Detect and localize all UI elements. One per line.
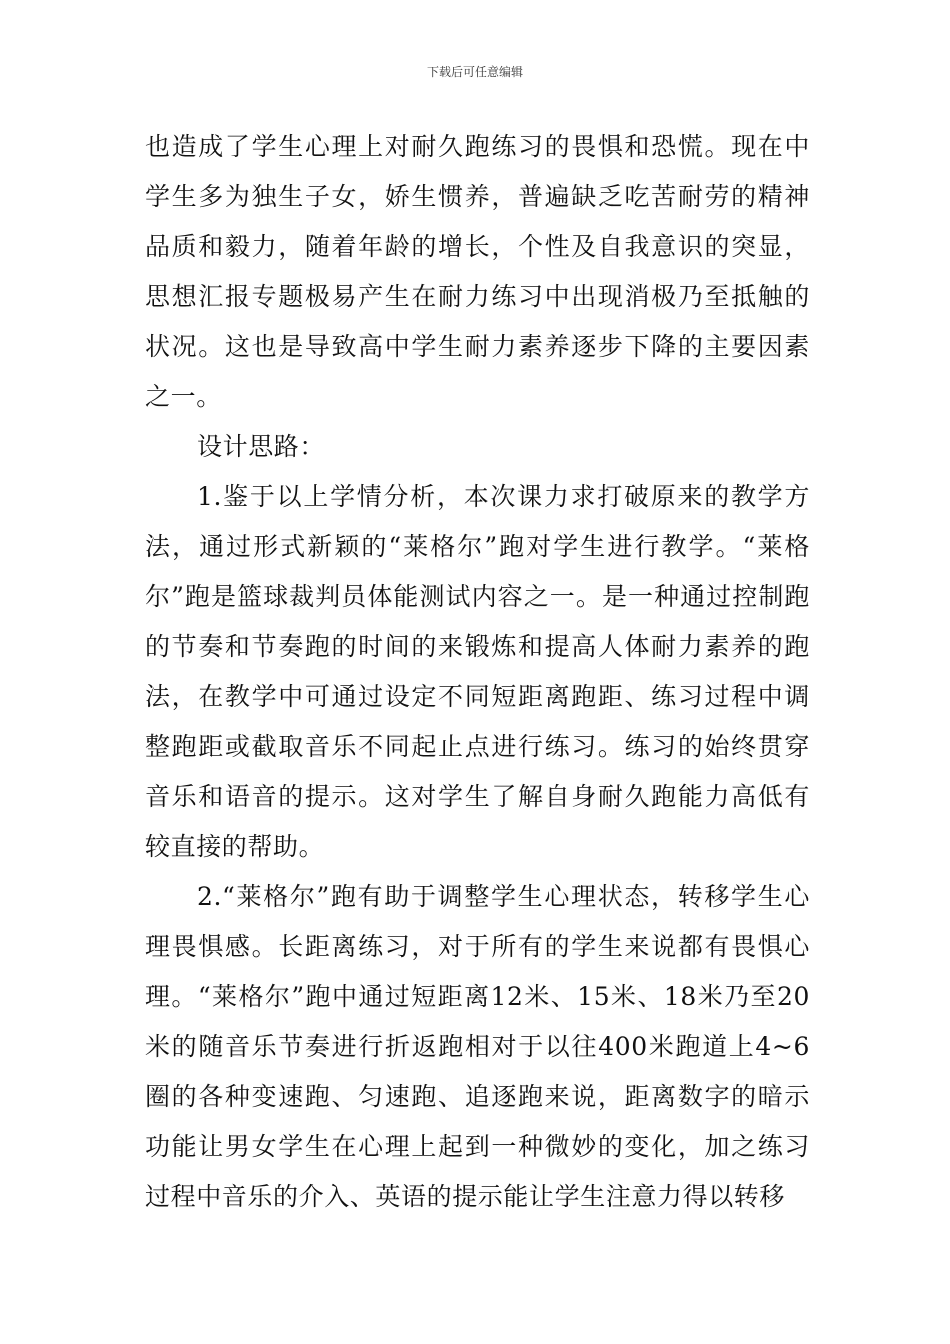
paragraph-point-1: 1.鉴于以上学情分析，本次课力求打破原来的教学方法，通过形式新颖的“莱格尔”跑对学生进行教学。“莱格尔”跑是篮球裁判员体能测试内容之一。是一种通过控制跑的节奏和节奏跑的时间的来锻炼和提高人体耐力素养的跑法，在教学中可通过设定不同短距离跑距、练习过程中调整跑距或截取音乐不同起止点进行练习。练习的始终贯穿音乐和语音的提示。这对学生了解自身耐久跑能力高低有较直接的帮助。 bbox=[145, 482, 810, 861]
paragraph-point-2: 2.“莱格尔”跑有助于调整学生心理状态，转移学生心理畏惧感。长距离练习，对于所有的学生来说都有畏惧心理。“莱格尔”跑中通过短距离12米、15米、18米乃至20米的随音乐节奏进行折返跑相对于以往400米跑道上4~6圈的各种变速跑、匀速跑、追逐跑来说，距离数字的暗示功能让男女学生在心理上起到一种微妙的变化，加之练习过程中音乐的介入、英语的提示能让学生注意力得以转移 bbox=[145, 882, 810, 1211]
document-body bbox=[145, 122, 810, 1222]
paragraph-continuation: 也造成了学生心理上对耐久跑练习的畏惧和恐慌。现在中学生多为独生子女，娇生惯养，普遍缺乏吃苦耐劳的精神品质和毅力，随着年龄的增长，个性及自我意识的突显，思想汇报专题极易产生在耐力练习中出现消极乃至抵触的状况。这也是导致高中学生耐力素养逐步下降的主要因素之一。 bbox=[145, 132, 810, 411]
page-header: 下载后可任意编辑 bbox=[426, 65, 523, 79]
paragraph-design-heading: 设计思路： bbox=[197, 432, 326, 461]
